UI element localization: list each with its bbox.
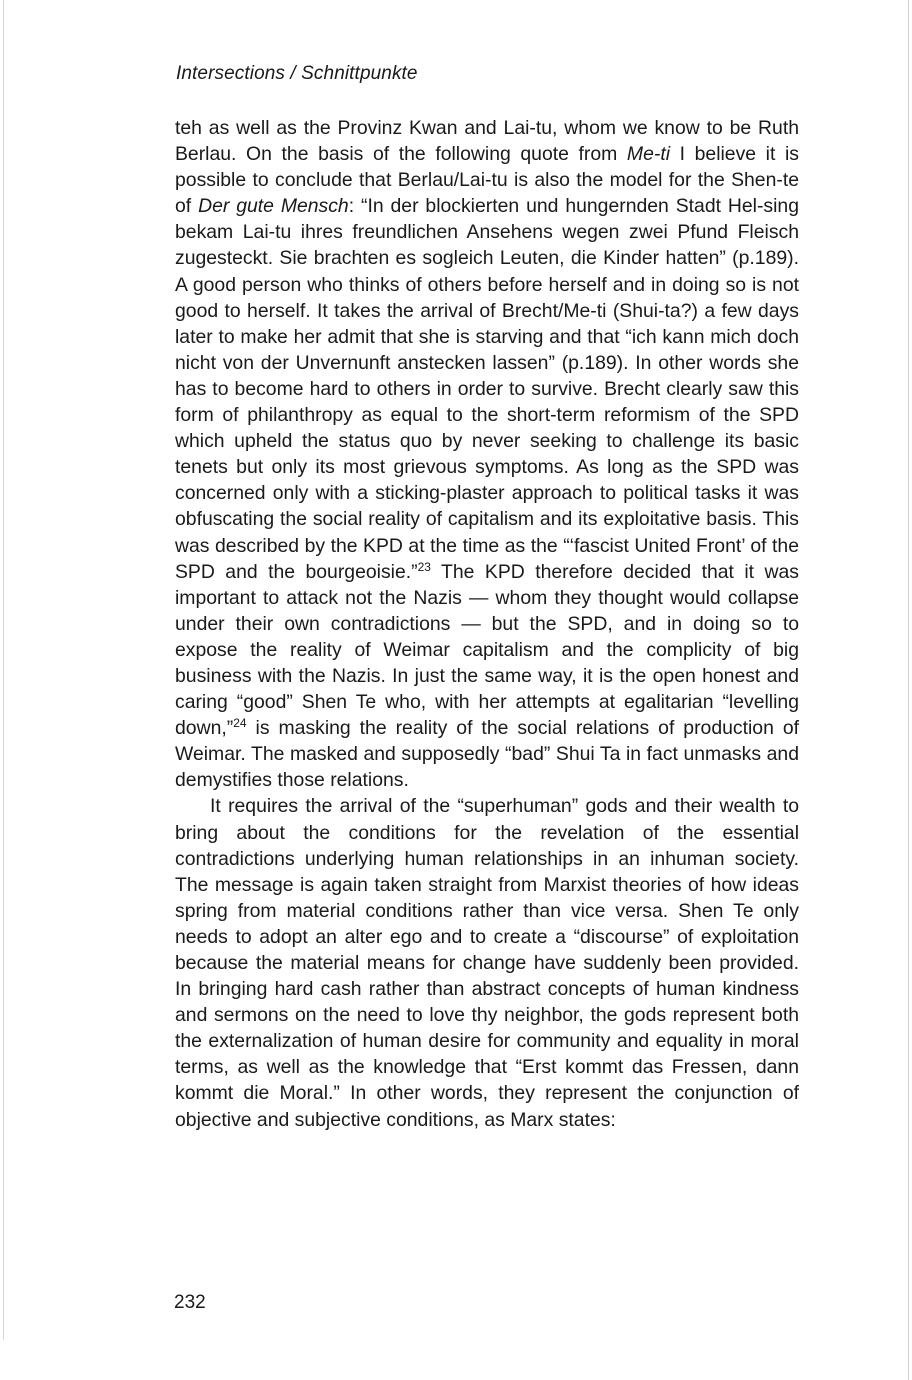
page-number: 232: [174, 1292, 206, 1313]
title-me-ti: Me-ti: [626, 143, 671, 166]
paragraph-2: It requires the arrival of the “superhuman” gods and their wealth to bring about the conditions for the revelation of the essential contradictions underlying human relationships in an inhuman society. The message is again taken straight from Marxist theories of how ideas spring from material conditions rather than vice versa. Shen Te only needs to adopt an alter ego and to create a “discourse” of exploitation because the material means for change have suddenly been provided. In bringing hard cash rather than abstract concepts of human kindness and sermons on the need to love thy neighbor, the gods represent both the externalization of human desire for community and equality in moral terms, as well as the knowledge that “Erst kommt das Fressen, dann kommt die Moral.” In other words, they represent the conjunction of objective and subjective conditions, as Marx states:: [175, 795, 799, 1131]
footnote-ref-23: 23: [417, 559, 431, 574]
page-edge-right: [908, 0, 909, 1380]
paragraph-1-text-e: is masking the reality of the social relations of production of Weimar. The masked and supposedly “bad” Shui Ta in fact unmasks and demystifies those relations.: [175, 717, 799, 792]
paragraph-1: [175, 115, 799, 793]
paragraph-1-text-c: : “In der blockierten und hungernden Stadt Hel-sing bekam Lai-tu ihres freundlichen Ansehens wegen zwei Pfund Fleisch zugesteckt. Sie brachten es sogleich Leuten, die Kinder hatten” (p.189). A good person who thinks of others before herself and in doing so is not good to herself. It takes the arrival of Brecht/Me-ti (Shui-ta?) a few days later to make her admit that she is starving and that “ich kann mich doch nicht von der Unvernunft anstecken lassen” (p.189). In other words she has to become hard to others in order to survive. Brecht clearly saw this form of philanthropy as equal to the short-term reformism of the SPD which upheld the status quo by never seeking to challenge its basic tenets but only its most grievous symptoms. As long as the SPD was concerned only with a sticking-plaster approach to political tasks it was obfuscating the social reality of capitalism and its exploitative basis. This was described by the KPD at the time as the “‘fascist United Front’ of the SPD and the bourgeoisie.”: [175, 195, 800, 583]
paragraph-1-text-d: The KPD therefore decided that it was important to attack not the Nazis — whom they thought would collapse under their own contradictions — but the SPD, and in doing so to expose the reality of Weimar capitalism and the complicity of big business with the Nazis. In just the same way, it is the open honest and caring “good” Shen Te who, with her attempts at egalitarian “levelling down,”: [175, 560, 799, 740]
running-head: Intersections / Schnittpunkte: [176, 63, 418, 84]
body-text: [175, 115, 799, 1133]
paragraph-1-text-b: I believe it is possible to conclude that Berlau/Lai-tu is also the model for the Shen-te of: [175, 143, 799, 218]
page-edge-left: [3, 0, 4, 1340]
title-der-gute-mensch: Der gute Mensch: [198, 195, 349, 218]
footnote-ref-24: 24: [233, 716, 247, 731]
paragraph-1-text-a: teh as well as the Provinz Kwan and Lai-tu, whom we know to be Ruth Berlau. On the basis of the following quote from: [175, 117, 799, 166]
